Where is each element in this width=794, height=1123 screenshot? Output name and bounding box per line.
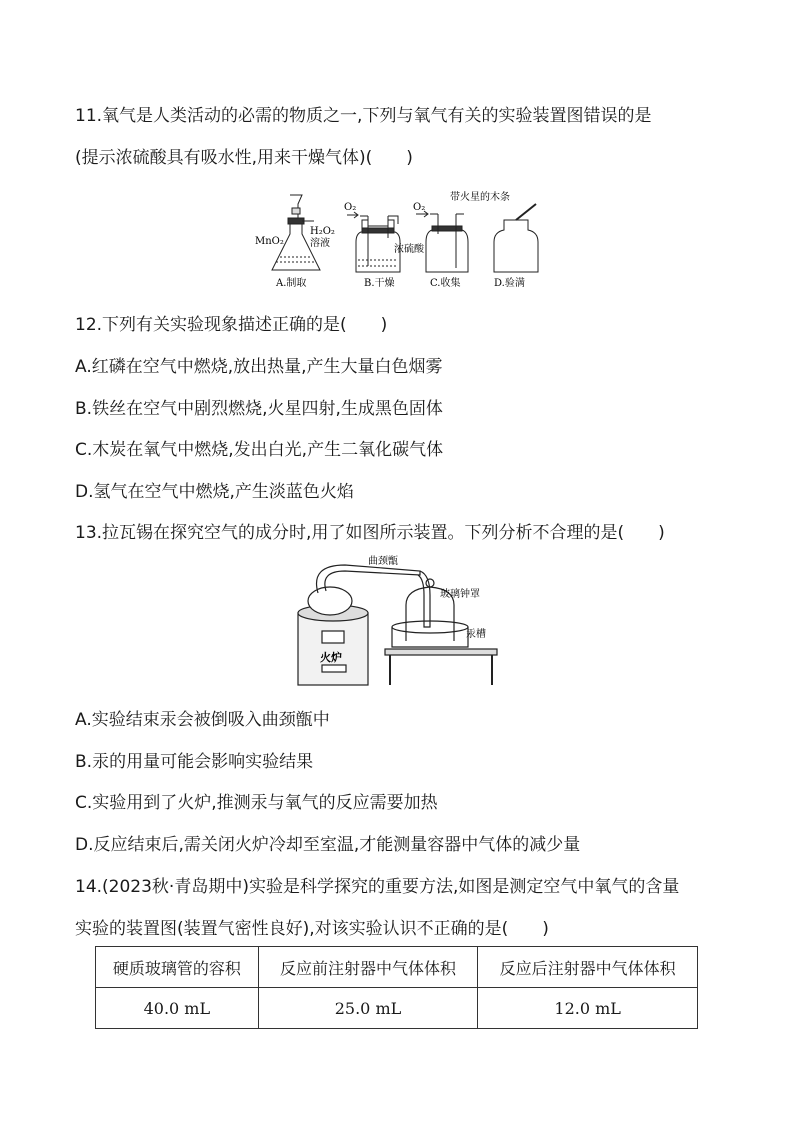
table-header-row bbox=[96, 947, 698, 988]
q13-option-a: A.实验结束汞会被倒吸入曲颈甑中 bbox=[75, 710, 330, 730]
furnace-label: 火炉 bbox=[320, 651, 342, 664]
q12-option-c: C.木炭在氧气中燃烧,发出白光,产生二氧化碳气体 bbox=[75, 440, 444, 460]
retort-label: 曲颈甑 bbox=[368, 556, 398, 567]
table-cell: 40.0 mL bbox=[96, 988, 259, 1029]
table-header-cell: 反应后注射器中气体体积 bbox=[478, 947, 698, 988]
q13-option-d: D.反应结束后,需关闭火炉冷却至室温,才能测量容器中气体的减少量 bbox=[75, 835, 581, 855]
q14-data-table bbox=[95, 946, 698, 1029]
q12-option-b: B.铁丝在空气中剧烈燃烧,火星四射,生成黑色固体 bbox=[75, 399, 443, 419]
q13-option-b: B.汞的用量可能会影响实验结果 bbox=[75, 752, 314, 772]
q13-option-c: C.实验用到了火炉,推测汞与氧气的反应需要加热 bbox=[75, 793, 438, 813]
q14-stem-line1: 14.(2023秋·青岛期中)实验是科学探究的重要方法,如图是测定空气中氧气的含量 bbox=[75, 877, 680, 897]
caption-a: A.制取 bbox=[276, 278, 307, 289]
caption-b: B.干燥 bbox=[364, 278, 395, 289]
o2-label-b: O₂ bbox=[344, 202, 357, 213]
h2o2-label: H₂O₂ bbox=[310, 226, 335, 237]
caption-d: D.验满 bbox=[494, 278, 525, 289]
mno2-label: MnO₂ bbox=[255, 236, 284, 247]
table-row bbox=[96, 988, 698, 1029]
caption-c: C.收集 bbox=[430, 278, 461, 289]
o2-label-c: O₂ bbox=[413, 202, 426, 213]
q11-stem-line2: (提示浓硫酸具有吸水性,用来干燥气体)( ) bbox=[75, 148, 413, 168]
table-header-cell: 反应前注射器中气体体积 bbox=[258, 947, 478, 988]
q12-stem: 12.下列有关实验现象描述正确的是( ) bbox=[75, 315, 388, 335]
q11-apparatus-figure bbox=[250, 190, 550, 290]
table-cell: 25.0 mL bbox=[258, 988, 478, 1029]
q12-option-a: A.红磷在空气中燃烧,放出热量,产生大量白色烟雾 bbox=[75, 357, 443, 377]
q13-stem: 13.拉瓦锡在探究空气的成分时,用了如图所示装置。下列分析不合理的是( ) bbox=[75, 523, 665, 543]
table-header-cell: 硬质玻璃管的容积 bbox=[96, 947, 259, 988]
solution-label: 溶液 bbox=[310, 238, 330, 249]
bell-jar-label: 玻璃钟罩 bbox=[440, 589, 480, 600]
q11-stem-line1: 11.氧气是人类活动的必需的物质之一,下列与氧气有关的实验装置图错误的是 bbox=[75, 106, 652, 126]
apparatus-d bbox=[494, 204, 538, 272]
trough-label: 汞槽 bbox=[466, 629, 486, 640]
q14-stem-line2: 实验的装置图(装置气密性良好),对该实验认识不正确的是( ) bbox=[75, 919, 549, 939]
table-cell: 12.0 mL bbox=[478, 988, 698, 1029]
apparatus-c bbox=[416, 211, 468, 272]
q13-lavoisier-apparatus bbox=[290, 555, 500, 690]
acid-label: 浓硫酸 bbox=[394, 244, 424, 255]
q12-option-d: D.氢气在空气中燃烧,产生淡蓝色火焰 bbox=[75, 482, 354, 502]
apparatus-b bbox=[347, 212, 400, 272]
splint-label: 带火星的木条 bbox=[450, 192, 510, 203]
